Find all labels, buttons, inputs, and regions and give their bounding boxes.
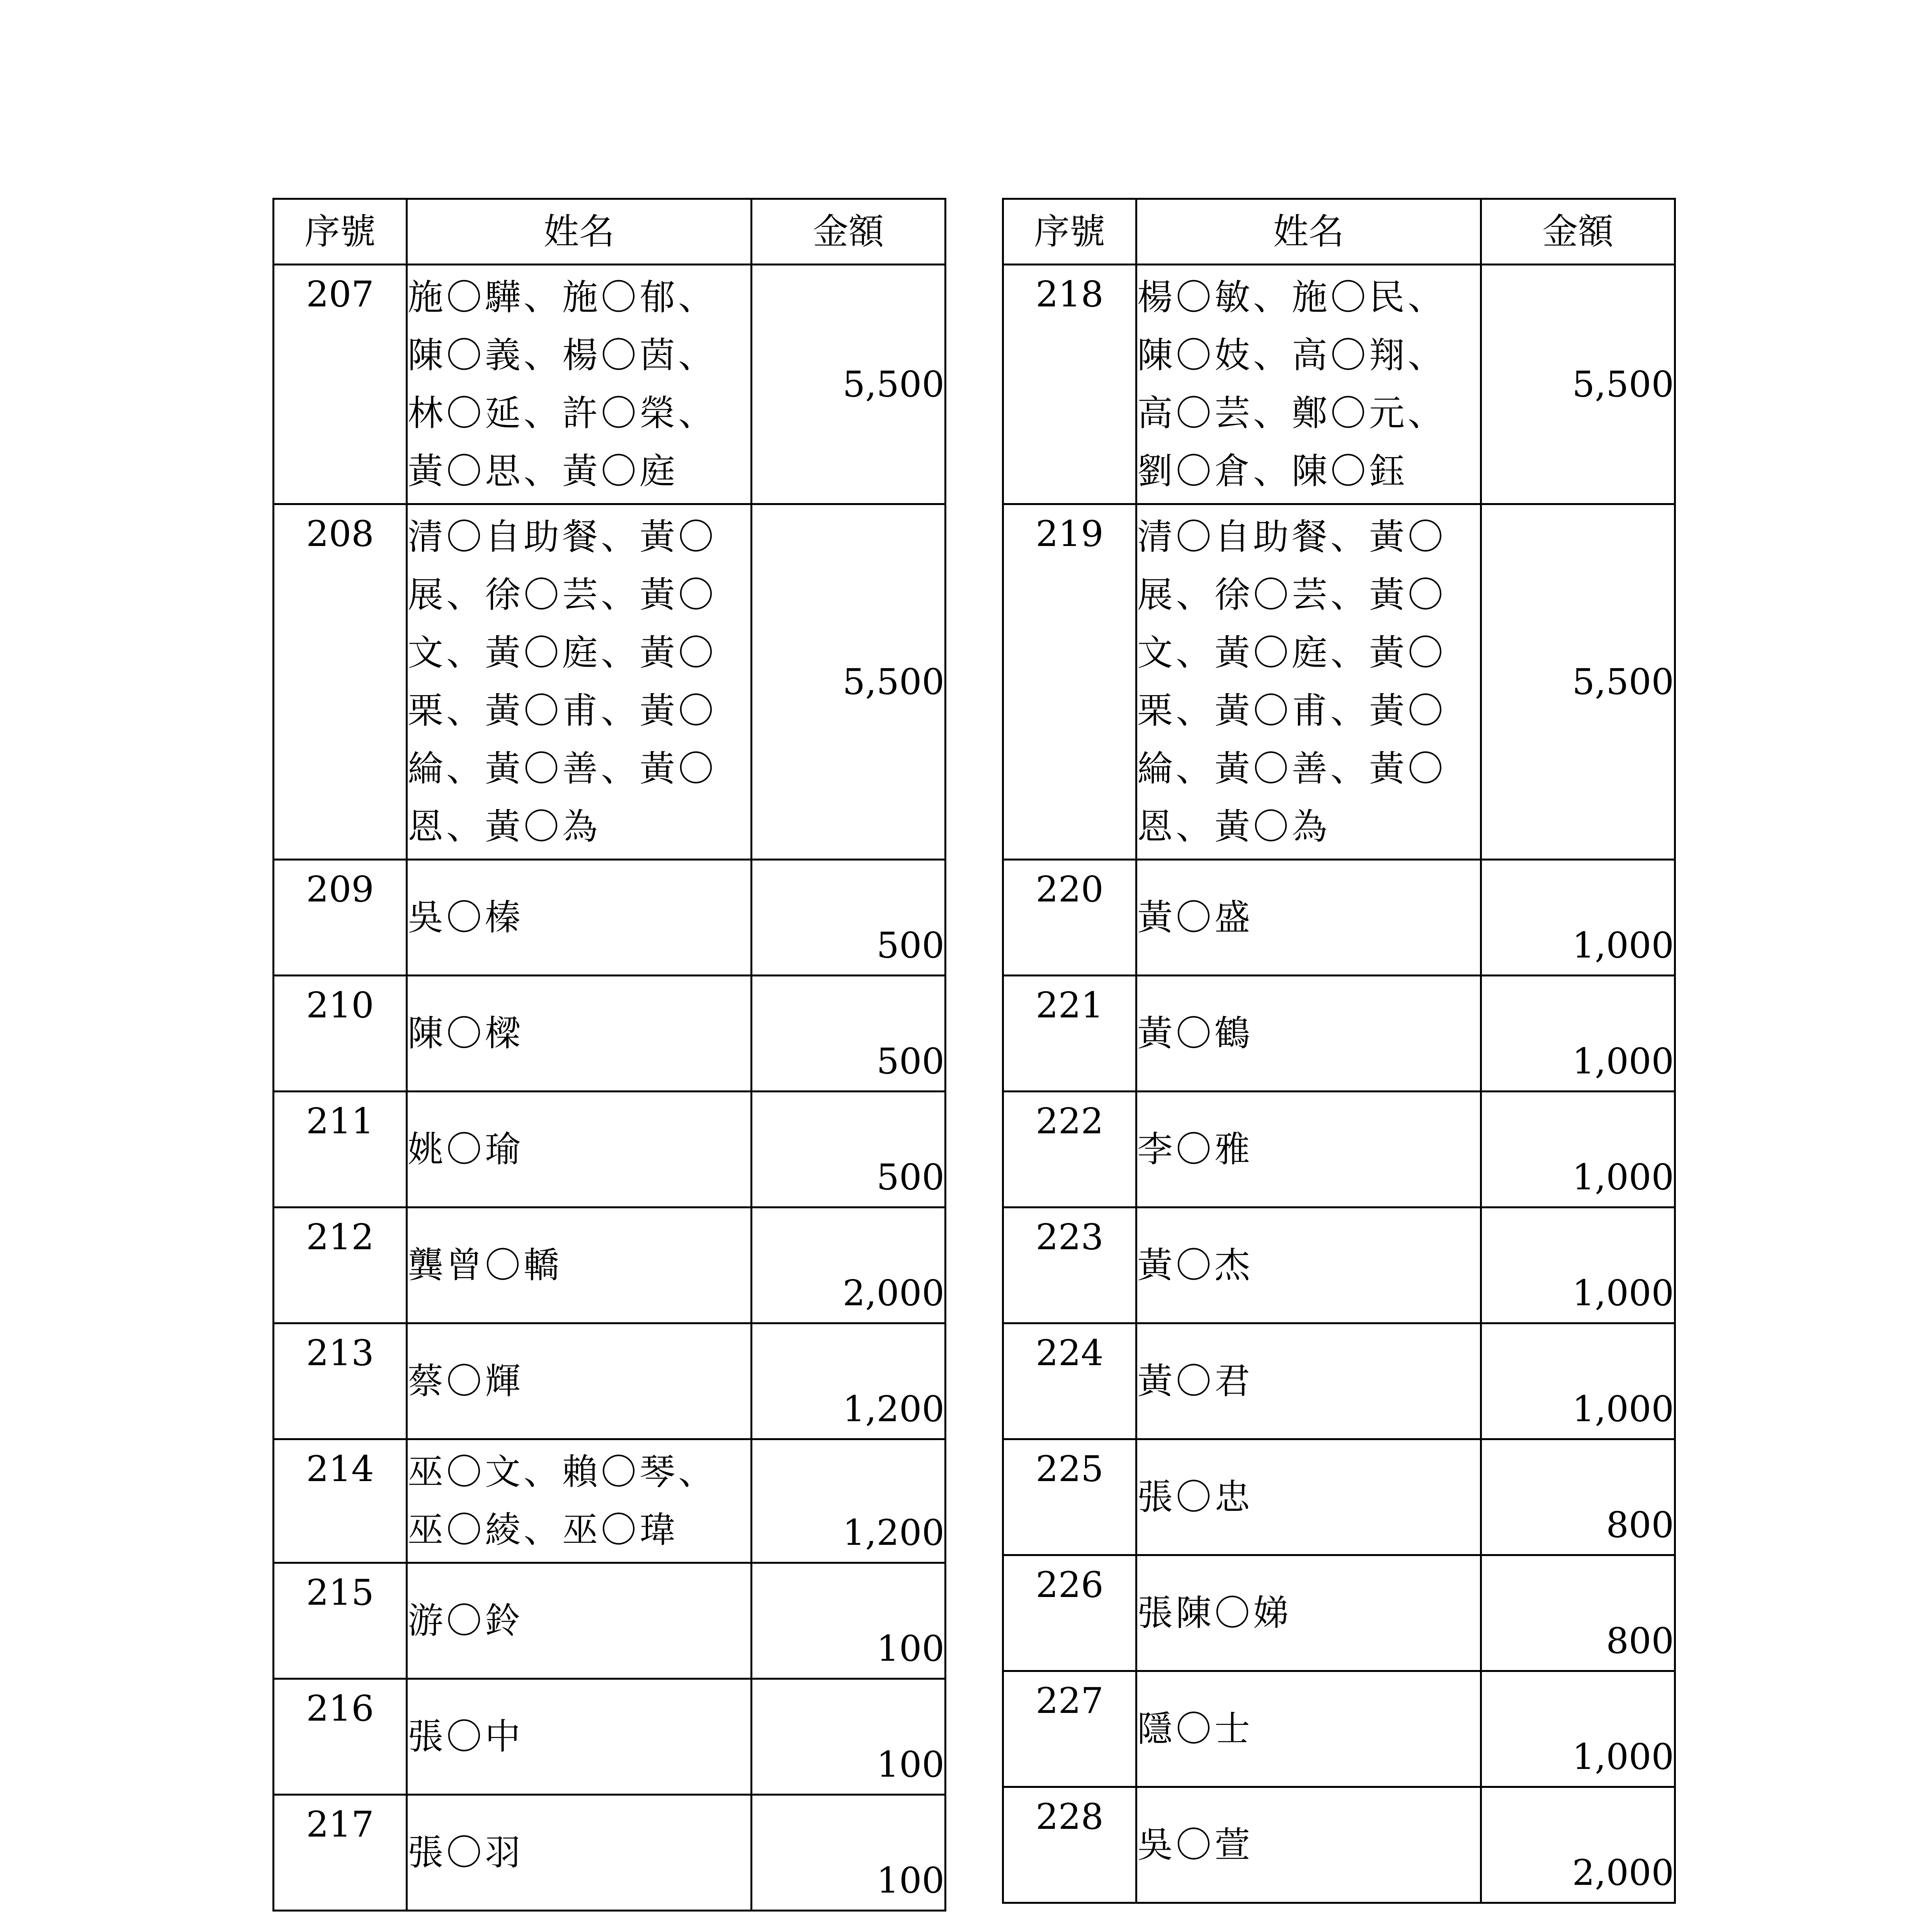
- donation-amount: 1,000: [1481, 976, 1675, 1092]
- serial-number: 217: [274, 1795, 407, 1911]
- donor-name-line: 黃〇杰: [1137, 1244, 1254, 1286]
- table-row: [274, 504, 946, 860]
- serial-number: 225: [1003, 1439, 1136, 1555]
- donor-names: [1136, 1323, 1481, 1439]
- table-row: [1003, 1787, 1675, 1903]
- table-row: [274, 1795, 946, 1911]
- table-row: [274, 1323, 946, 1439]
- table-row: [274, 1439, 946, 1563]
- donor-name-line: 清〇自助餐、黃〇: [408, 516, 717, 558]
- table-row: [274, 1563, 946, 1679]
- donor-name-line: 清〇自助餐、黃〇: [1137, 516, 1447, 558]
- donor-name-line: 栗、黃〇甫、黃〇: [1137, 690, 1447, 731]
- donor-name-line: 吳〇萱: [1137, 1824, 1254, 1866]
- donor-names: [407, 1092, 752, 1208]
- table-row: [1003, 1555, 1675, 1671]
- table-row: [1003, 1439, 1675, 1555]
- donor-names: [407, 976, 752, 1092]
- donor-name-line: 隱〇士: [1137, 1708, 1254, 1750]
- serial-number: 208: [274, 504, 407, 860]
- donor-names: [1136, 265, 1481, 504]
- donor-names: [1136, 1439, 1481, 1555]
- donor-names: [407, 1323, 752, 1439]
- donor-names: [407, 1439, 752, 1563]
- donor-table-right: [1002, 198, 1676, 1904]
- donor-table-left: [272, 198, 946, 1912]
- donor-names: [1136, 504, 1481, 860]
- donation-amount: 1,000: [1481, 1671, 1675, 1787]
- donation-amount: 2,000: [752, 1208, 946, 1323]
- header-amount: 金額: [752, 199, 946, 265]
- serial-number: 207: [274, 265, 407, 504]
- donor-name-line: 張〇忠: [1137, 1476, 1254, 1518]
- donor-name-line: 恩、黃〇為: [1137, 806, 1331, 847]
- donation-amount: 5,500: [1481, 504, 1675, 860]
- donor-name-line: 游〇鈴: [408, 1600, 524, 1641]
- donor-name-line: 楊〇敏、施〇民、: [1137, 276, 1447, 318]
- serial-number: 224: [1003, 1323, 1136, 1439]
- donor-name-line: 李〇雅: [1137, 1128, 1254, 1170]
- donor-name-line: 展、徐〇芸、黃〇: [1137, 574, 1447, 616]
- donor-name-line: 栗、黃〇甫、黃〇: [408, 690, 717, 731]
- serial-number: 209: [274, 860, 407, 976]
- donor-name-line: 張〇中: [408, 1716, 524, 1757]
- donor-names: [407, 1679, 752, 1795]
- serial-number: 227: [1003, 1671, 1136, 1787]
- donor-name-line: 陳〇樑: [408, 1012, 524, 1054]
- serial-number: 210: [274, 976, 407, 1092]
- donor-names: [407, 1208, 752, 1323]
- donor-name-line: 姚〇瑜: [408, 1128, 524, 1170]
- donor-name-line: 綸、黃〇善、黃〇: [1137, 748, 1447, 789]
- table-row: [1003, 1671, 1675, 1787]
- table-row: [274, 1208, 946, 1323]
- donor-name-line: 高〇芸、鄭〇元、: [1137, 392, 1447, 434]
- donor-names: [1136, 1208, 1481, 1323]
- serial-number: 221: [1003, 976, 1136, 1092]
- table-row: [274, 976, 946, 1092]
- header-name: 姓名: [407, 199, 752, 265]
- donor-name-line: 文、黃〇庭、黃〇: [1137, 632, 1447, 673]
- serial-number: 211: [274, 1092, 407, 1208]
- header-no: 序號: [274, 199, 407, 265]
- serial-number: 219: [1003, 504, 1136, 860]
- donor-name-line: 陳〇義、楊〇茵、: [408, 334, 717, 376]
- table-row: [274, 265, 946, 504]
- donation-amount: 100: [752, 1563, 946, 1679]
- serial-number: 214: [274, 1439, 407, 1563]
- donation-amount: 1,000: [1481, 1092, 1675, 1208]
- header-name: 姓名: [1136, 199, 1481, 265]
- header-no: 序號: [1003, 199, 1136, 265]
- donor-name-line: 林〇延、許〇榮、: [408, 392, 717, 434]
- donation-amount: 500: [752, 860, 946, 976]
- serial-number: 223: [1003, 1208, 1136, 1323]
- donor-name-line: 施〇驊、施〇郁、: [408, 276, 717, 318]
- donation-amount: 2,000: [1481, 1787, 1675, 1903]
- donor-name-line: 蔡〇輝: [408, 1360, 524, 1402]
- serial-number: 220: [1003, 860, 1136, 976]
- donor-names: [1136, 1671, 1481, 1787]
- donor-names: [407, 860, 752, 976]
- donor-name-line: 文、黃〇庭、黃〇: [408, 632, 717, 673]
- table-row: [1003, 976, 1675, 1092]
- donation-amount: 500: [752, 1092, 946, 1208]
- donor-name-line: 吳〇榛: [408, 896, 524, 938]
- table-row: [1003, 1323, 1675, 1439]
- donation-amount: 1,200: [752, 1323, 946, 1439]
- donor-name-line: 劉〇倉、陳〇鈺: [1137, 450, 1408, 492]
- donation-amount: 100: [752, 1795, 946, 1911]
- donation-amount: 1,200: [752, 1439, 946, 1563]
- table-row: [274, 1092, 946, 1208]
- donor-name-line: 巫〇文、賴〇琴、: [408, 1451, 717, 1493]
- donation-amount: 5,500: [752, 504, 946, 860]
- serial-number: 216: [274, 1679, 407, 1795]
- donor-names: [407, 504, 752, 860]
- donation-amount: 800: [1481, 1439, 1675, 1555]
- serial-number: 213: [274, 1323, 407, 1439]
- donor-names: [407, 1795, 752, 1911]
- table-row: [274, 860, 946, 976]
- donor-name-line: 黃〇盛: [1137, 896, 1254, 938]
- serial-number: 218: [1003, 265, 1136, 504]
- table-row: [274, 1679, 946, 1795]
- table-row: [1003, 1092, 1675, 1208]
- donor-names: [407, 265, 752, 504]
- serial-number: 226: [1003, 1555, 1136, 1671]
- donor-name-line: 陳〇妓、高〇翔、: [1137, 334, 1447, 376]
- donor-names: [1136, 1092, 1481, 1208]
- donor-name-line: 張陳〇娣: [1137, 1592, 1292, 1634]
- donor-name-line: 黃〇思、黃〇庭: [408, 450, 679, 492]
- donation-amount: 1,000: [1481, 1323, 1675, 1439]
- donor-name-line: 龔曾〇轎: [408, 1244, 563, 1286]
- serial-number: 222: [1003, 1092, 1136, 1208]
- table-row: [1003, 504, 1675, 860]
- donor-names: [407, 1563, 752, 1679]
- table-row: [1003, 265, 1675, 504]
- donor-name-line: 恩、黃〇為: [408, 806, 601, 847]
- table-row: [1003, 1208, 1675, 1323]
- header-amount: 金額: [1481, 199, 1675, 265]
- donation-amount: 5,500: [752, 265, 946, 504]
- donor-rows-left: [274, 265, 946, 1911]
- donation-amount: 1,000: [1481, 860, 1675, 976]
- donor-name-line: 黃〇君: [1137, 1360, 1254, 1402]
- donor-name-line: 綸、黃〇善、黃〇: [408, 748, 717, 789]
- donor-name-line: 展、徐〇芸、黃〇: [408, 574, 717, 616]
- donor-rows-right: [1003, 265, 1675, 1903]
- donor-name-line: 巫〇綾、巫〇瑋: [408, 1509, 679, 1551]
- serial-number: 215: [274, 1563, 407, 1679]
- donation-amount: 5,500: [1481, 265, 1675, 504]
- donor-name-line: 張〇羽: [408, 1832, 524, 1873]
- donor-name-line: 黃〇鶴: [1137, 1012, 1254, 1054]
- table-row: [1003, 860, 1675, 976]
- donation-amount: 500: [752, 976, 946, 1092]
- serial-number: 212: [274, 1208, 407, 1323]
- donor-names: [1136, 1555, 1481, 1671]
- donation-amount: 800: [1481, 1555, 1675, 1671]
- table-header-row: [1003, 199, 1675, 265]
- donation-amount: 100: [752, 1679, 946, 1795]
- donor-names: [1136, 860, 1481, 976]
- serial-number: 228: [1003, 1787, 1136, 1903]
- table-header-row: [274, 199, 946, 265]
- donor-names: [1136, 1787, 1481, 1903]
- donation-amount: 1,000: [1481, 1208, 1675, 1323]
- donor-names: [1136, 976, 1481, 1092]
